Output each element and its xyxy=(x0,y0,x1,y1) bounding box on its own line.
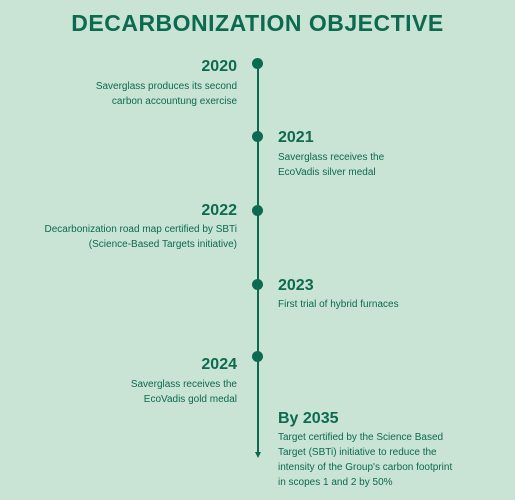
timeline-marker-2023 xyxy=(252,279,263,290)
event-2020-text: Saverglass produces its second carbon accountung exercise xyxy=(95,81,237,107)
event-2021-text: Saverglass receives the EcoVadis silver medal xyxy=(278,152,385,178)
year-2023: 2023 xyxy=(278,277,314,294)
year-2024: 2024 xyxy=(201,356,237,373)
event-2035-text: Target certified by the Science Based Target (SBTi) initiative to reduce the intensity of the Group's carbon footprint in scopes 1 and 2 by 50% xyxy=(278,432,453,488)
year-2035: By 2035 xyxy=(278,410,339,427)
timeline-arrow xyxy=(255,452,261,458)
timeline-marker-2024 xyxy=(252,351,263,362)
timeline-marker-2021 xyxy=(252,131,263,142)
year-2022: 2022 xyxy=(201,202,237,219)
event-2024-text: Saverglass receives the EcoVadis gold medal xyxy=(130,379,237,405)
event-2022-text: Decarbonization road map certified by SBTi (Science-Based Targets initiative) xyxy=(44,224,237,250)
timeline-axis xyxy=(257,63,259,456)
timeline-marker-2022 xyxy=(252,205,263,216)
year-2021: 2021 xyxy=(278,129,314,146)
page-title: DECARBONIZATION OBJECTIVE xyxy=(71,10,444,36)
event-2023-text: First trial of hybrid furnaces xyxy=(278,299,399,310)
year-2020: 2020 xyxy=(201,58,237,75)
timeline-marker-2020 xyxy=(252,58,263,69)
